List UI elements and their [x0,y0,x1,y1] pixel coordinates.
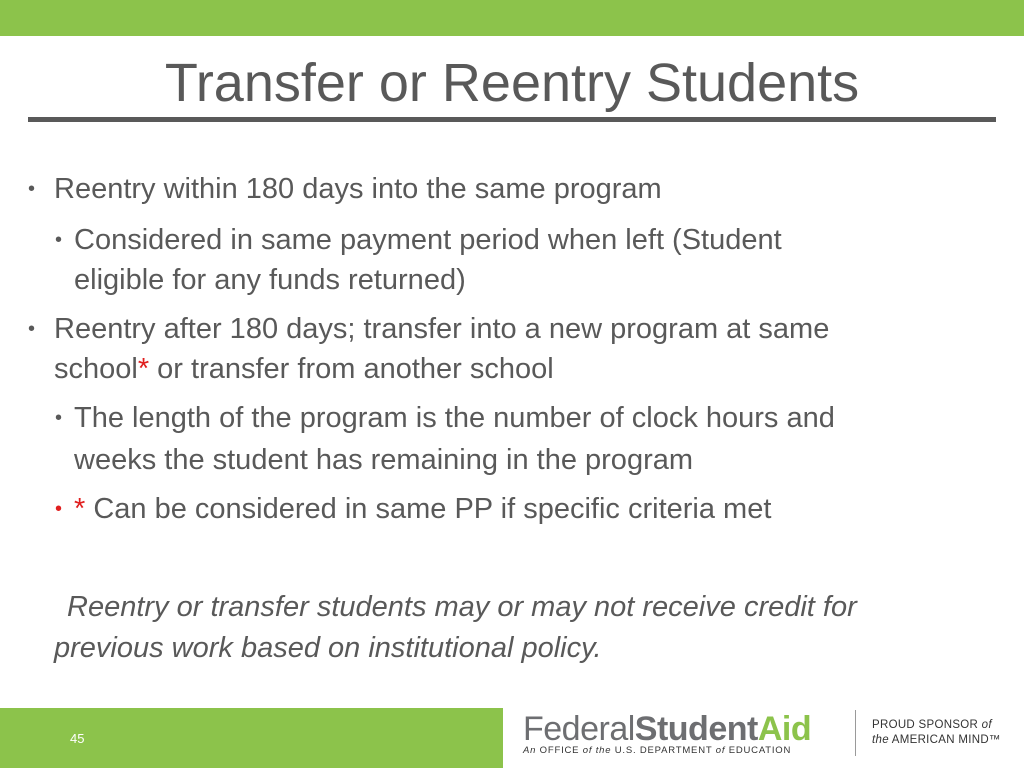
bullet-reentry-within-180: Reentry within 180 days into the same program [54,173,662,205]
sub-bullet-program-length-line2: weeks the student has remaining in the program [74,444,694,476]
federal-student-aid-logo [523,708,1024,768]
logo-wordmark: FederalStudentAid [523,710,812,748]
sub-bullet-program-length-line1: The length of the program is the number of clock hours and [74,402,835,434]
logo-subtitle: An OFFICE of the U.S. DEPARTMENT of EDUCATION [523,745,792,756]
red-asterisk: * [74,493,86,525]
sub-bullet-marker: • [55,407,63,429]
red-asterisk: * [137,353,150,385]
sub-bullet-marker: • [55,229,63,251]
page-number: 45 [70,731,85,746]
sub-bullet-same-payment-line2: eligible for any funds returned) [74,264,466,296]
text-school: school [54,353,138,385]
note-line2: previous work based on institutional policy. [54,632,602,664]
note-line1: Reentry or transfer students may or may not receive credit for [67,591,857,623]
bullet-reentry-after-180-line2 [54,352,554,386]
sub-bullet-same-pp [74,492,771,526]
sub-bullet-same-payment-line1: Considered in same payment period when left (Student [74,224,782,256]
bullet-marker: • [28,178,36,200]
text-or-transfer: or transfer from another school [149,353,554,385]
proud-sponsor-text: PROUD SPONSOR of the AMERICAN MIND™ [872,719,1001,746]
bullet-reentry-after-180-line1: Reentry after 180 days; transfer into a new program at same [54,313,830,345]
slide-title: Transfer or Reentry Students [164,53,860,113]
logo-divider [855,710,856,756]
sub-bullet-marker-red: • [55,498,63,520]
bullet-marker: • [28,318,36,340]
text-same-pp: Can be considered in same PP if specific criteria met [85,493,772,525]
